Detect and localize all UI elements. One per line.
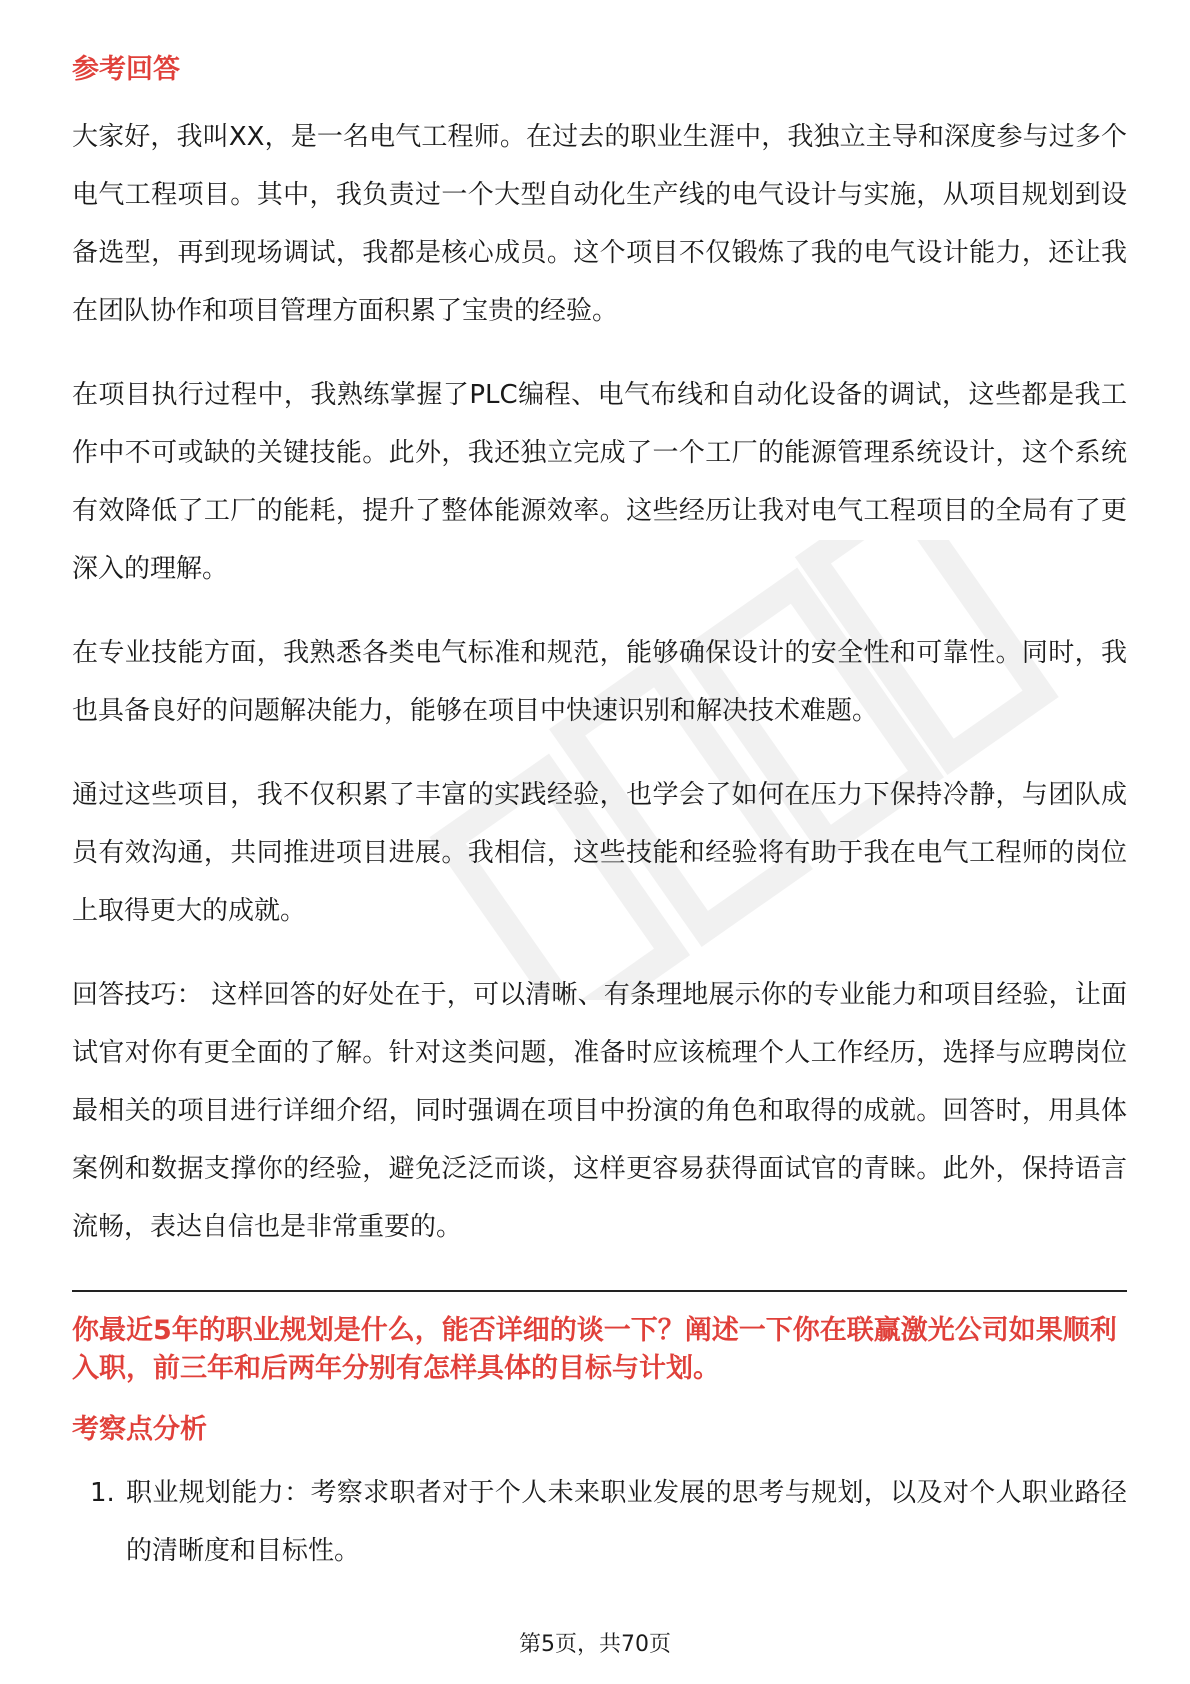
answer-paragraph-4: 通过这些项目，我不仅积累了丰富的实践经验，也学会了如何在压力下保持冷静，与团队成员有效沟通，共同推进项目进展。我相信，这些技能和经验将有助于我在电气工程师的岗位上取得更大的成就。: [72, 780, 1127, 926]
section-divider: [72, 1290, 1127, 1292]
reference-answer-heading: 参考回答: [72, 54, 180, 85]
analysis-list: [72, 1464, 1127, 1580]
answer-paragraph-2: 在项目执行过程中，我熟练掌握了PLC编程、电气布线和自动化设备的调试，这些都是我工作中不可或缺的关键技能。此外，我还独立完成了一个工厂的能源管理系统设计，这个系统有效降低了工厂的能耗，提升了整体能源效率。这些经历让我对电气工程项目的全局有了更深入的理解。: [72, 380, 1127, 584]
list-item-text: 职业规划能力：考察求职者对于个人未来职业发展的思考与规划，以及对个人职业路径的清晰度和目标性。: [126, 1478, 1127, 1566]
document-page: [72, 40, 1127, 1580]
answer-tips-paragraph: 回答技巧： 这样回答的好处在于，可以清晰、有条理地展示你的专业能力和项目经验，让面试官对你有更全面的了解。针对这类问题，准备时应该梳理个人工作经历，选择与应聘岗位最相关的项目进行详细介绍，同时强调在项目中扮演的角色和取得的成就。回答时，用具体案例和数据支撑你的经验，避免泛泛而谈，这样更容易获得面试官的青睐。此外，保持语言流畅，表达自信也是非常重要的。: [72, 980, 1127, 1242]
page-footer: 第5页，共70页: [519, 1632, 671, 1657]
list-item-number: 1.: [90, 1478, 115, 1508]
question-heading: 你最近5年的职业规划是什么，能否详细的谈一下？阐述一下你在联赢激光公司如果顺利入职，前三年和后两年分别有怎样具体的目标与计划。: [72, 1315, 1117, 1384]
answer-paragraph-1: 大家好，我叫XX，是一名电气工程师。在过去的职业生涯中，我独立主导和深度参与过多个电气工程项目。其中，我负责过一个大型自动化生产线的电气设计与实施，从项目规划到设备选型，再到现场调试，我都是核心成员。这个项目不仅锻炼了我的电气设计能力，还让我在团队协作和项目管理方面积累了宝贵的经验。: [72, 122, 1127, 326]
analysis-heading: 考察点分析: [72, 1414, 207, 1445]
list-item: [72, 1464, 1127, 1580]
answer-paragraph-3: 在专业技能方面，我熟悉各类电气标准和规范，能够确保设计的安全性和可靠性。同时，我也具备良好的问题解决能力，能够在项目中快速识别和解决技术难题。: [72, 638, 1127, 726]
